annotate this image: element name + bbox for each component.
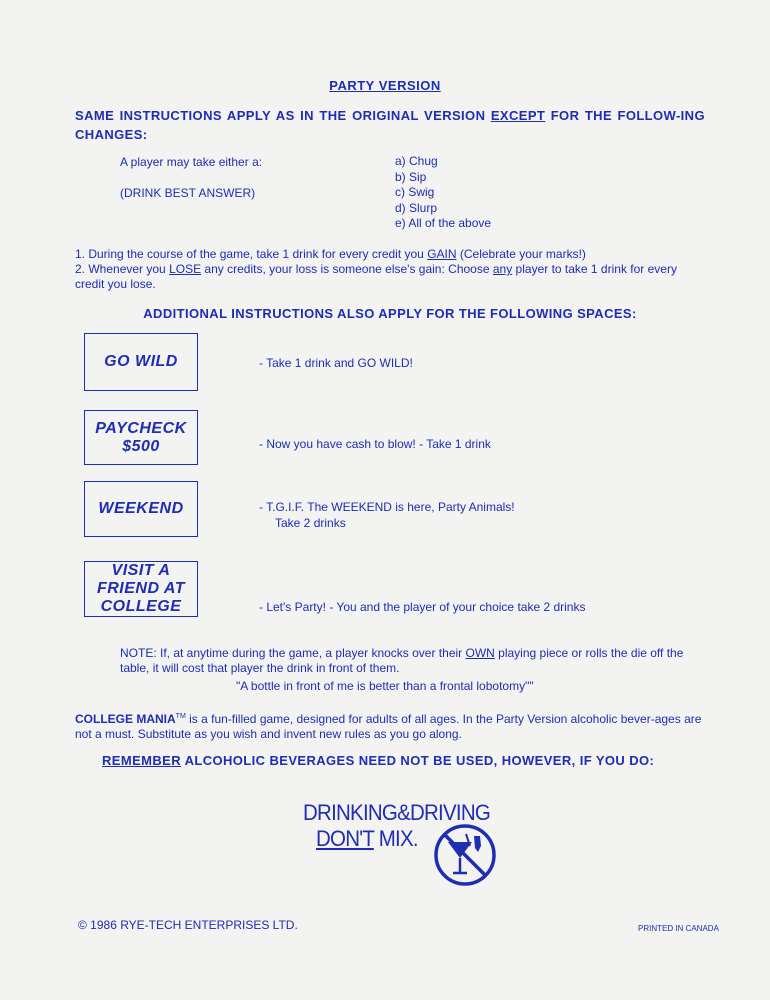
space-visit-friend [84,561,198,617]
quote-line: "A bottle in front of me is better than a frontal lobotomy"" [236,679,534,693]
space-visit-friend-text: - Let's Party! - You and the player of your choice take 2 drinks [259,600,586,614]
intro-text-2: FOR THE FOLLOW-ING CHANGES: [75,108,705,142]
intro-paragraph [75,106,705,144]
intro-except: EXCEPT [490,108,546,123]
brand-name: COLLEGE MANIA [75,712,176,726]
option-item: b) Sip [395,169,427,184]
option-item: d) Slurp [395,200,438,215]
printed-in: PRINTED IN CANADA [638,924,719,933]
option-item: e) All of the above [395,216,492,230]
space-label: PAYCHECK [95,419,187,437]
space-weekend [84,481,198,537]
logo-line-1: DRINKING&DRIVING [303,800,491,825]
trademark: TM [175,713,186,720]
space-label: VISIT A [111,562,171,579]
space-label: $500 [122,437,160,455]
no-drinking-icon [432,822,498,888]
space-label: WEEKEND [98,500,184,517]
page-title: PARTY VERSION [329,78,441,93]
additional-heading: ADDITIONAL INSTRUCTIONS ALSO APPLY FOR THE FOLLOWING SPACES: [143,306,637,321]
note-paragraph: NOTE: If, at anytime during the game, a player knocks over their OWN playing piece or rolls the die off the table, it will cost that player the drink in front of them. [120,646,684,675]
space-paycheck-text: - Now you have cash to blow! - Take 1 drink [259,437,491,451]
options-list [395,154,491,232]
logo-line-2: DON'T MIX. [316,826,418,851]
option-item: a) Chug [395,154,438,168]
space-label: COLLEGE [100,598,182,615]
space-label: FRIEND AT [96,580,186,597]
options-prompt: A player may take either a: [120,155,263,169]
space-paycheck [84,410,198,465]
copyright: © 1986 RYE-TECH ENTERPRISES LTD. [78,918,298,932]
space-go-wild-text: - Take 1 drink and GO WILD! [259,356,413,370]
space-weekend-text: - T.G.I.F. The WEEKEND is here, Party Animals! Take 2 drinks [259,500,515,530]
space-go-wild [84,333,198,391]
college-mania-paragraph: COLLEGE MANIA™ is a fun-filled game, designed for adults of all ages. In the Party Version alcoholic bever-ages are not a must. Substitute as you wish and invent new rules as you go along. [75,712,702,741]
rules-block [75,247,705,292]
rule-1: 1. During the course of the game, take 1 drink for every credit you GAIN (Celebrate your marks!) [75,247,586,261]
options-note: (DRINK BEST ANSWER) [120,186,256,200]
option-item: c) Swig [395,185,435,199]
space-label: GO WILD [104,353,178,370]
rule-2: 2. Whenever you LOSE any credits, your loss is someone else's gain: Choose any player to take 1 drink for every credit you lose. [75,262,677,291]
remember-line: REMEMBER ALCOHOLIC BEVERAGES NEED NOT BE USED, HOWEVER, IF YOU DO: [102,753,655,768]
intro-text-1: SAME INSTRUCTIONS APPLY AS IN THE ORIGINAL VERSION [75,108,491,123]
